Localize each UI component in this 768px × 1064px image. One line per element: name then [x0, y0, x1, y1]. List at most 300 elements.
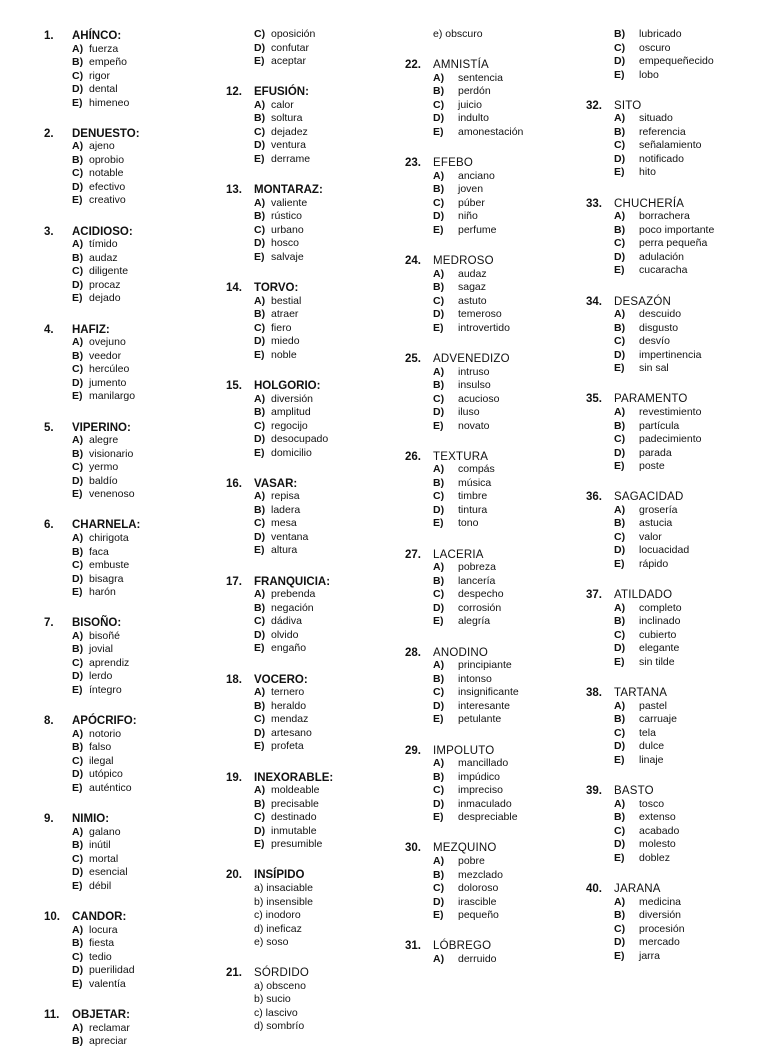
- column-4: [586, 28, 764, 979]
- option-letter: D): [433, 601, 445, 614]
- option-letter: D): [254, 726, 266, 739]
- option-text: mendaz: [271, 713, 309, 726]
- option-letter: A): [72, 140, 84, 153]
- question-word: EFEBO: [433, 157, 473, 170]
- option-letter: E): [614, 362, 625, 375]
- question-word: BASTO: [614, 785, 654, 798]
- answer-option: [405, 673, 580, 687]
- option-text: intruso: [458, 365, 490, 378]
- question-block: [405, 351, 580, 433]
- option-text: inmutable: [271, 824, 317, 837]
- question-block: [44, 909, 214, 991]
- option-text: rústico: [271, 210, 302, 223]
- option-letter: A): [433, 757, 445, 770]
- option-text: despreciable: [458, 811, 518, 824]
- answer-option: [44, 866, 214, 880]
- option-letter: A): [72, 825, 84, 838]
- question-block: [44, 517, 214, 599]
- option-text: calor: [271, 98, 294, 111]
- option-letter: C): [72, 69, 84, 82]
- option-letter: B): [614, 125, 626, 138]
- option-letter: D): [72, 964, 84, 977]
- option-letter: D): [72, 768, 84, 781]
- answer-option: [586, 615, 764, 629]
- option-letter: E): [254, 55, 265, 67]
- answer-option: [44, 839, 214, 853]
- option-text: hercúleo: [89, 363, 130, 376]
- option-letter: E): [72, 879, 83, 892]
- option-text: acucioso: [458, 392, 500, 405]
- answer-option: [586, 308, 764, 322]
- option-text: fuerza: [89, 42, 119, 55]
- option-text: b) sucio: [254, 993, 291, 1006]
- option-text: audaz: [89, 251, 118, 264]
- question-block: [405, 57, 580, 139]
- option-text: elegante: [639, 642, 680, 655]
- question-number: 13.: [226, 184, 242, 197]
- answer-option: [226, 798, 406, 812]
- option-letter: D): [254, 530, 266, 543]
- option-text: bisagra: [89, 572, 124, 585]
- option-letter: C): [254, 713, 266, 726]
- option-text: anciano: [458, 169, 495, 182]
- question-word: EFUSIÓN:: [254, 86, 309, 99]
- answer-option: [226, 784, 406, 798]
- option-text: petulante: [458, 713, 502, 726]
- question-word: VIPERINO:: [72, 421, 131, 434]
- option-text: adulación: [639, 250, 684, 263]
- answer-option: [226, 838, 406, 852]
- question-block: [44, 1007, 214, 1049]
- answer-option: [405, 686, 580, 700]
- answer-option: [226, 727, 406, 741]
- option-text: oprobio: [89, 153, 125, 166]
- option-text: indulto: [458, 112, 489, 125]
- option-letter: D): [614, 740, 626, 753]
- option-text: acabado: [639, 824, 680, 837]
- question-header: [44, 713, 214, 728]
- option-text: cubierto: [639, 628, 677, 641]
- option-letter: E): [72, 488, 83, 501]
- option-text: heraldo: [271, 699, 307, 712]
- question-block: [44, 713, 214, 795]
- option-letter: D): [433, 210, 445, 223]
- question-header: [586, 294, 764, 309]
- option-letter: B): [72, 447, 84, 460]
- option-letter: B): [72, 741, 84, 754]
- option-text: rápido: [639, 557, 669, 570]
- question-block: [226, 28, 406, 69]
- answer-option: [586, 55, 764, 69]
- option-text: poco importante: [639, 223, 715, 236]
- option-text: locuacidad: [639, 544, 690, 557]
- answer-option: [405, 798, 580, 812]
- option-letter: B): [614, 713, 626, 726]
- option-text: mancillado: [458, 757, 509, 770]
- option-text: derrame: [271, 152, 311, 165]
- option-text: baldío: [89, 474, 118, 487]
- answer-option: [586, 896, 764, 910]
- answer-option: [44, 377, 214, 391]
- option-letter: A): [433, 463, 445, 476]
- question-word: LÓBREGO: [433, 940, 492, 953]
- option-text: noble: [271, 348, 297, 361]
- option-text: faca: [89, 545, 109, 558]
- answer-option: [586, 322, 764, 336]
- option-text: venenoso: [89, 488, 135, 501]
- option-letter: C): [614, 41, 626, 54]
- option-text: notorio: [89, 727, 122, 740]
- answer-option: [44, 728, 214, 742]
- option-text: d) sombrío: [254, 1020, 305, 1033]
- option-text: empeño: [89, 56, 127, 69]
- answer-option: [226, 420, 406, 434]
- option-letter: D): [254, 335, 266, 348]
- option-text: pobreza: [458, 561, 496, 574]
- option-letter: B): [614, 811, 626, 824]
- question-word: VASAR:: [254, 477, 298, 490]
- option-text: apreciar: [89, 1035, 127, 1047]
- question-header: [44, 909, 214, 924]
- question-header: [405, 155, 580, 170]
- option-text: derruido: [458, 952, 497, 965]
- question-number: 12.: [226, 86, 242, 99]
- question-block: [44, 28, 214, 110]
- option-letter: B): [254, 112, 266, 125]
- option-letter: A): [614, 503, 626, 516]
- option-letter: C): [254, 28, 266, 40]
- answer-option: [405, 784, 580, 798]
- question-header: [226, 672, 406, 687]
- option-letter: D): [433, 308, 445, 321]
- answer-option: [586, 798, 764, 812]
- option-text: íntegro: [89, 683, 122, 696]
- option-text: c) inodoro: [254, 909, 301, 922]
- option-text: efectivo: [89, 180, 126, 193]
- question-block: [405, 938, 580, 966]
- option-letter: D): [614, 250, 626, 263]
- option-letter: C): [72, 950, 84, 963]
- option-text: desocupado: [271, 433, 329, 446]
- option-text: procaz: [89, 278, 121, 291]
- question-word: BISOÑO:: [72, 617, 122, 630]
- answer-option: [226, 896, 406, 910]
- question-number: 15.: [226, 379, 242, 392]
- option-text: joven: [458, 183, 484, 196]
- option-letter: D): [614, 152, 626, 165]
- option-letter: B): [254, 210, 266, 223]
- answer-option: [226, 642, 406, 656]
- answer-option: [586, 264, 764, 278]
- answer-option: [586, 406, 764, 420]
- question-word: ANODINO: [433, 646, 489, 659]
- option-letter: A): [614, 308, 626, 321]
- option-text: temeroso: [458, 308, 502, 321]
- answer-option: [44, 684, 214, 698]
- answer-option: [586, 700, 764, 714]
- option-text: notable: [89, 167, 124, 180]
- option-letter: E): [72, 781, 83, 794]
- answer-option: [44, 97, 214, 111]
- option-text: linaje: [639, 753, 664, 766]
- question-block: [226, 84, 406, 166]
- question-header: [226, 867, 406, 882]
- option-text: amonestación: [458, 125, 524, 138]
- option-text: dejado: [89, 292, 121, 305]
- question-block: [405, 840, 580, 922]
- question-header: [405, 449, 580, 464]
- option-letter: A): [254, 686, 266, 699]
- option-letter: A): [72, 42, 84, 55]
- answer-option: [44, 350, 214, 364]
- question-word: IMPOLUTO: [433, 744, 495, 757]
- question-header: [44, 811, 214, 826]
- question-word: TORVO:: [254, 282, 299, 295]
- option-text: juicio: [458, 98, 482, 111]
- question-block: [405, 547, 580, 629]
- answer-option: [44, 238, 214, 252]
- option-letter: D): [433, 699, 445, 712]
- answer-option: [405, 659, 580, 673]
- question-word: CHARNELA:: [72, 519, 141, 532]
- question-number: 1.: [44, 30, 54, 42]
- option-text: diligente: [89, 265, 129, 278]
- option-text: d) ineficaz: [254, 922, 302, 935]
- option-text: ventana: [271, 530, 309, 543]
- question-number: 26.: [405, 450, 421, 463]
- option-letter: A): [254, 490, 266, 503]
- answer-option: [226, 602, 406, 616]
- option-text: irascible: [458, 895, 497, 908]
- answer-option: [44, 951, 214, 965]
- option-letter: E): [614, 264, 625, 277]
- option-text: música: [458, 476, 492, 489]
- option-letter: C): [254, 321, 266, 334]
- option-letter: A): [72, 923, 84, 936]
- question-number: 18.: [226, 673, 242, 686]
- option-letter: A): [433, 71, 445, 84]
- question-word: APÓCRIFO:: [72, 715, 137, 728]
- option-text: manilargo: [89, 390, 136, 403]
- option-letter: E): [433, 321, 444, 334]
- option-letter: D): [254, 139, 266, 152]
- answer-option: [405, 490, 580, 504]
- question-word: DESAZÓN: [614, 295, 671, 308]
- option-letter: D): [433, 895, 445, 908]
- option-letter: C): [72, 559, 84, 572]
- option-text: destinado: [271, 811, 317, 824]
- answer-option: [44, 880, 214, 894]
- option-letter: D): [254, 628, 266, 641]
- question-header: [405, 645, 580, 660]
- option-text: a) insaciable: [254, 882, 313, 895]
- question-header: [226, 574, 406, 589]
- option-text: molesto: [639, 838, 676, 851]
- question-header: [226, 182, 406, 197]
- option-text: presumible: [271, 838, 323, 851]
- answer-option: [44, 475, 214, 489]
- option-text: puerilidad: [89, 964, 135, 977]
- option-text: jumento: [89, 376, 127, 389]
- answer-option: [44, 741, 214, 755]
- question-word: TEXTURA: [433, 450, 489, 463]
- answer-option: [226, 112, 406, 126]
- option-letter: B): [614, 28, 626, 40]
- answer-option: [405, 561, 580, 575]
- answer-option: [405, 855, 580, 869]
- option-letter: D): [614, 55, 626, 67]
- answer-option: [226, 153, 406, 167]
- option-letter: C): [72, 754, 84, 767]
- question-header: [44, 28, 214, 43]
- question-block: [226, 476, 406, 558]
- option-letter: C): [72, 167, 84, 180]
- question-number: 11.: [44, 1008, 60, 1021]
- option-text: ventura: [271, 139, 307, 152]
- option-letter: E): [614, 460, 625, 473]
- option-text: oposición: [271, 28, 316, 40]
- option-text: e) obscuro: [433, 28, 483, 40]
- option-text: hosco: [271, 237, 300, 250]
- answer-option: [44, 546, 214, 560]
- answer-option: [44, 194, 214, 208]
- option-letter: D): [433, 797, 445, 810]
- option-letter: B): [72, 153, 84, 166]
- option-letter: A): [72, 727, 84, 740]
- answer-option: [44, 657, 214, 671]
- option-text: domicilio: [271, 446, 312, 459]
- column-1: [44, 28, 214, 1064]
- question-word: HAFIZ:: [72, 323, 110, 336]
- question-word: MEDROSO: [433, 255, 494, 268]
- option-text: a) obsceno: [254, 979, 306, 992]
- option-text: esencial: [89, 866, 128, 879]
- option-letter: A): [254, 196, 266, 209]
- answer-option: [586, 517, 764, 531]
- option-text: fiero: [271, 321, 292, 334]
- option-text: parada: [639, 446, 672, 459]
- answer-option: [405, 909, 580, 923]
- answer-option: [586, 335, 764, 349]
- option-letter: D): [614, 544, 626, 557]
- answer-option: [405, 268, 580, 282]
- option-text: himeneo: [89, 96, 130, 109]
- answer-option: [44, 336, 214, 350]
- answer-option: [586, 713, 764, 727]
- option-letter: E): [254, 250, 265, 263]
- answer-option: [226, 713, 406, 727]
- option-letter: D): [433, 406, 445, 419]
- option-text: niño: [458, 210, 478, 223]
- question-word: ADVENEDIZO: [433, 352, 510, 365]
- option-letter: B): [72, 643, 84, 656]
- answer-option: [586, 362, 764, 376]
- question-word: LACERIA: [433, 548, 484, 561]
- question-block: [226, 378, 406, 460]
- question-word: SÓRDIDO: [254, 967, 310, 980]
- answer-option: [586, 69, 764, 83]
- question-number: 22.: [405, 59, 421, 72]
- question-number: 36.: [586, 491, 602, 504]
- option-text: insignificante: [458, 686, 519, 699]
- answer-option: [405, 126, 580, 140]
- option-letter: B): [254, 699, 266, 712]
- option-text: lobo: [639, 68, 659, 81]
- option-text: audaz: [458, 267, 487, 280]
- answer-option: [586, 852, 764, 866]
- option-text: perra pequeña: [639, 237, 708, 250]
- option-text: revestimiento: [639, 406, 702, 419]
- option-letter: A): [614, 797, 626, 810]
- option-text: repisa: [271, 490, 300, 503]
- option-text: ladera: [271, 503, 301, 516]
- answer-option: [226, 490, 406, 504]
- question-word: NIMIO:: [72, 813, 110, 826]
- option-text: sagaz: [458, 281, 487, 294]
- option-text: compás: [458, 463, 495, 476]
- option-letter: A): [614, 895, 626, 908]
- option-letter: B): [254, 797, 266, 810]
- option-text: interesante: [458, 699, 510, 712]
- option-letter: C): [433, 196, 445, 209]
- option-text: bestial: [271, 294, 302, 307]
- option-text: señalamiento: [639, 139, 702, 152]
- option-text: valiente: [271, 196, 308, 209]
- option-letter: C): [614, 530, 626, 543]
- option-letter: C): [614, 237, 626, 250]
- option-letter: C): [614, 139, 626, 152]
- option-letter: D): [614, 348, 626, 361]
- option-letter: C): [254, 811, 266, 824]
- option-letter: E): [254, 152, 265, 165]
- option-letter: C): [614, 922, 626, 935]
- option-letter: E): [72, 194, 83, 207]
- option-letter: A): [433, 855, 445, 868]
- option-text: ovejuno: [89, 336, 126, 349]
- option-letter: C): [433, 98, 445, 111]
- answer-option: [586, 460, 764, 474]
- option-letter: B): [433, 183, 445, 196]
- option-text: perdón: [458, 85, 491, 98]
- option-text: harón: [89, 586, 116, 599]
- option-text: valor: [639, 530, 662, 543]
- option-text: dental: [89, 83, 118, 96]
- option-text: sin tilde: [639, 655, 675, 668]
- option-text: artesano: [271, 726, 312, 739]
- option-letter: D): [72, 83, 84, 96]
- answer-option: [405, 72, 580, 86]
- question-header: [586, 783, 764, 798]
- option-letter: A): [614, 210, 626, 223]
- question-word: VOCERO:: [254, 673, 308, 686]
- option-letter: B): [433, 85, 445, 98]
- answer-option: [226, 237, 406, 251]
- option-text: borrachera: [639, 210, 690, 223]
- option-text: diversión: [271, 392, 314, 405]
- question-number: 14.: [226, 282, 242, 295]
- option-text: débil: [89, 879, 112, 892]
- option-text: púber: [458, 196, 485, 209]
- answer-option: [405, 700, 580, 714]
- question-word: CANDOR:: [72, 911, 127, 924]
- answer-option: [226, 909, 406, 923]
- answer-option: [226, 224, 406, 238]
- question-word: INEXORABLE:: [254, 771, 334, 784]
- answer-option: [586, 112, 764, 126]
- answer-option: [226, 504, 406, 518]
- answer-option: [586, 433, 764, 447]
- option-text: valentía: [89, 977, 126, 990]
